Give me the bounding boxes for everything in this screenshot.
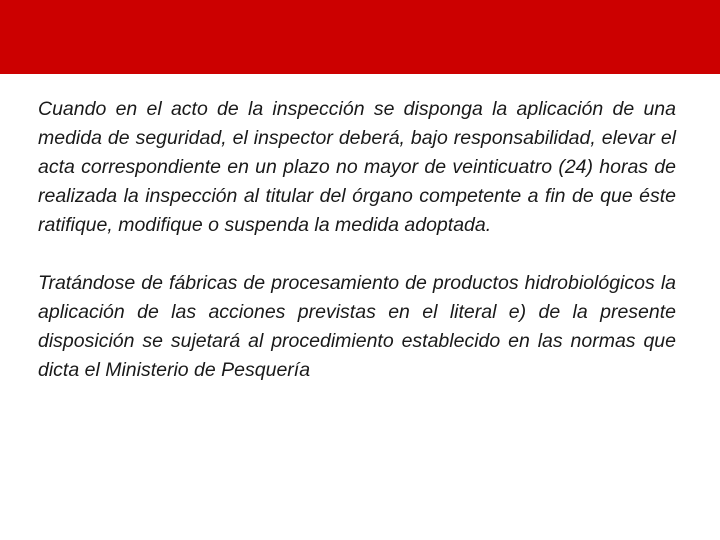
- body-text: [38, 95, 676, 385]
- header-band: [0, 0, 720, 74]
- paragraph-inspection-act: Cuando en el acto de la inspección se disponga la aplicación de una medida de seguridad, el inspector deberá, bajo responsabilidad, elevar el acta correspondiente en un plazo no mayor de veinticuatro (24) horas de realizada la inspección al titular del órgano competente a fin de que éste ratifique, modifique o suspenda la medida adoptada.: [38, 98, 676, 236]
- paragraph-fishing-factories: Tratándose de fábricas de procesamiento de productos hidrobiológicos la aplicación de las acciones previstas en el literal e) de la presente disposición se sujetará al procedimiento establecido en las normas que dicta el Ministerio de Pesquería: [38, 272, 676, 381]
